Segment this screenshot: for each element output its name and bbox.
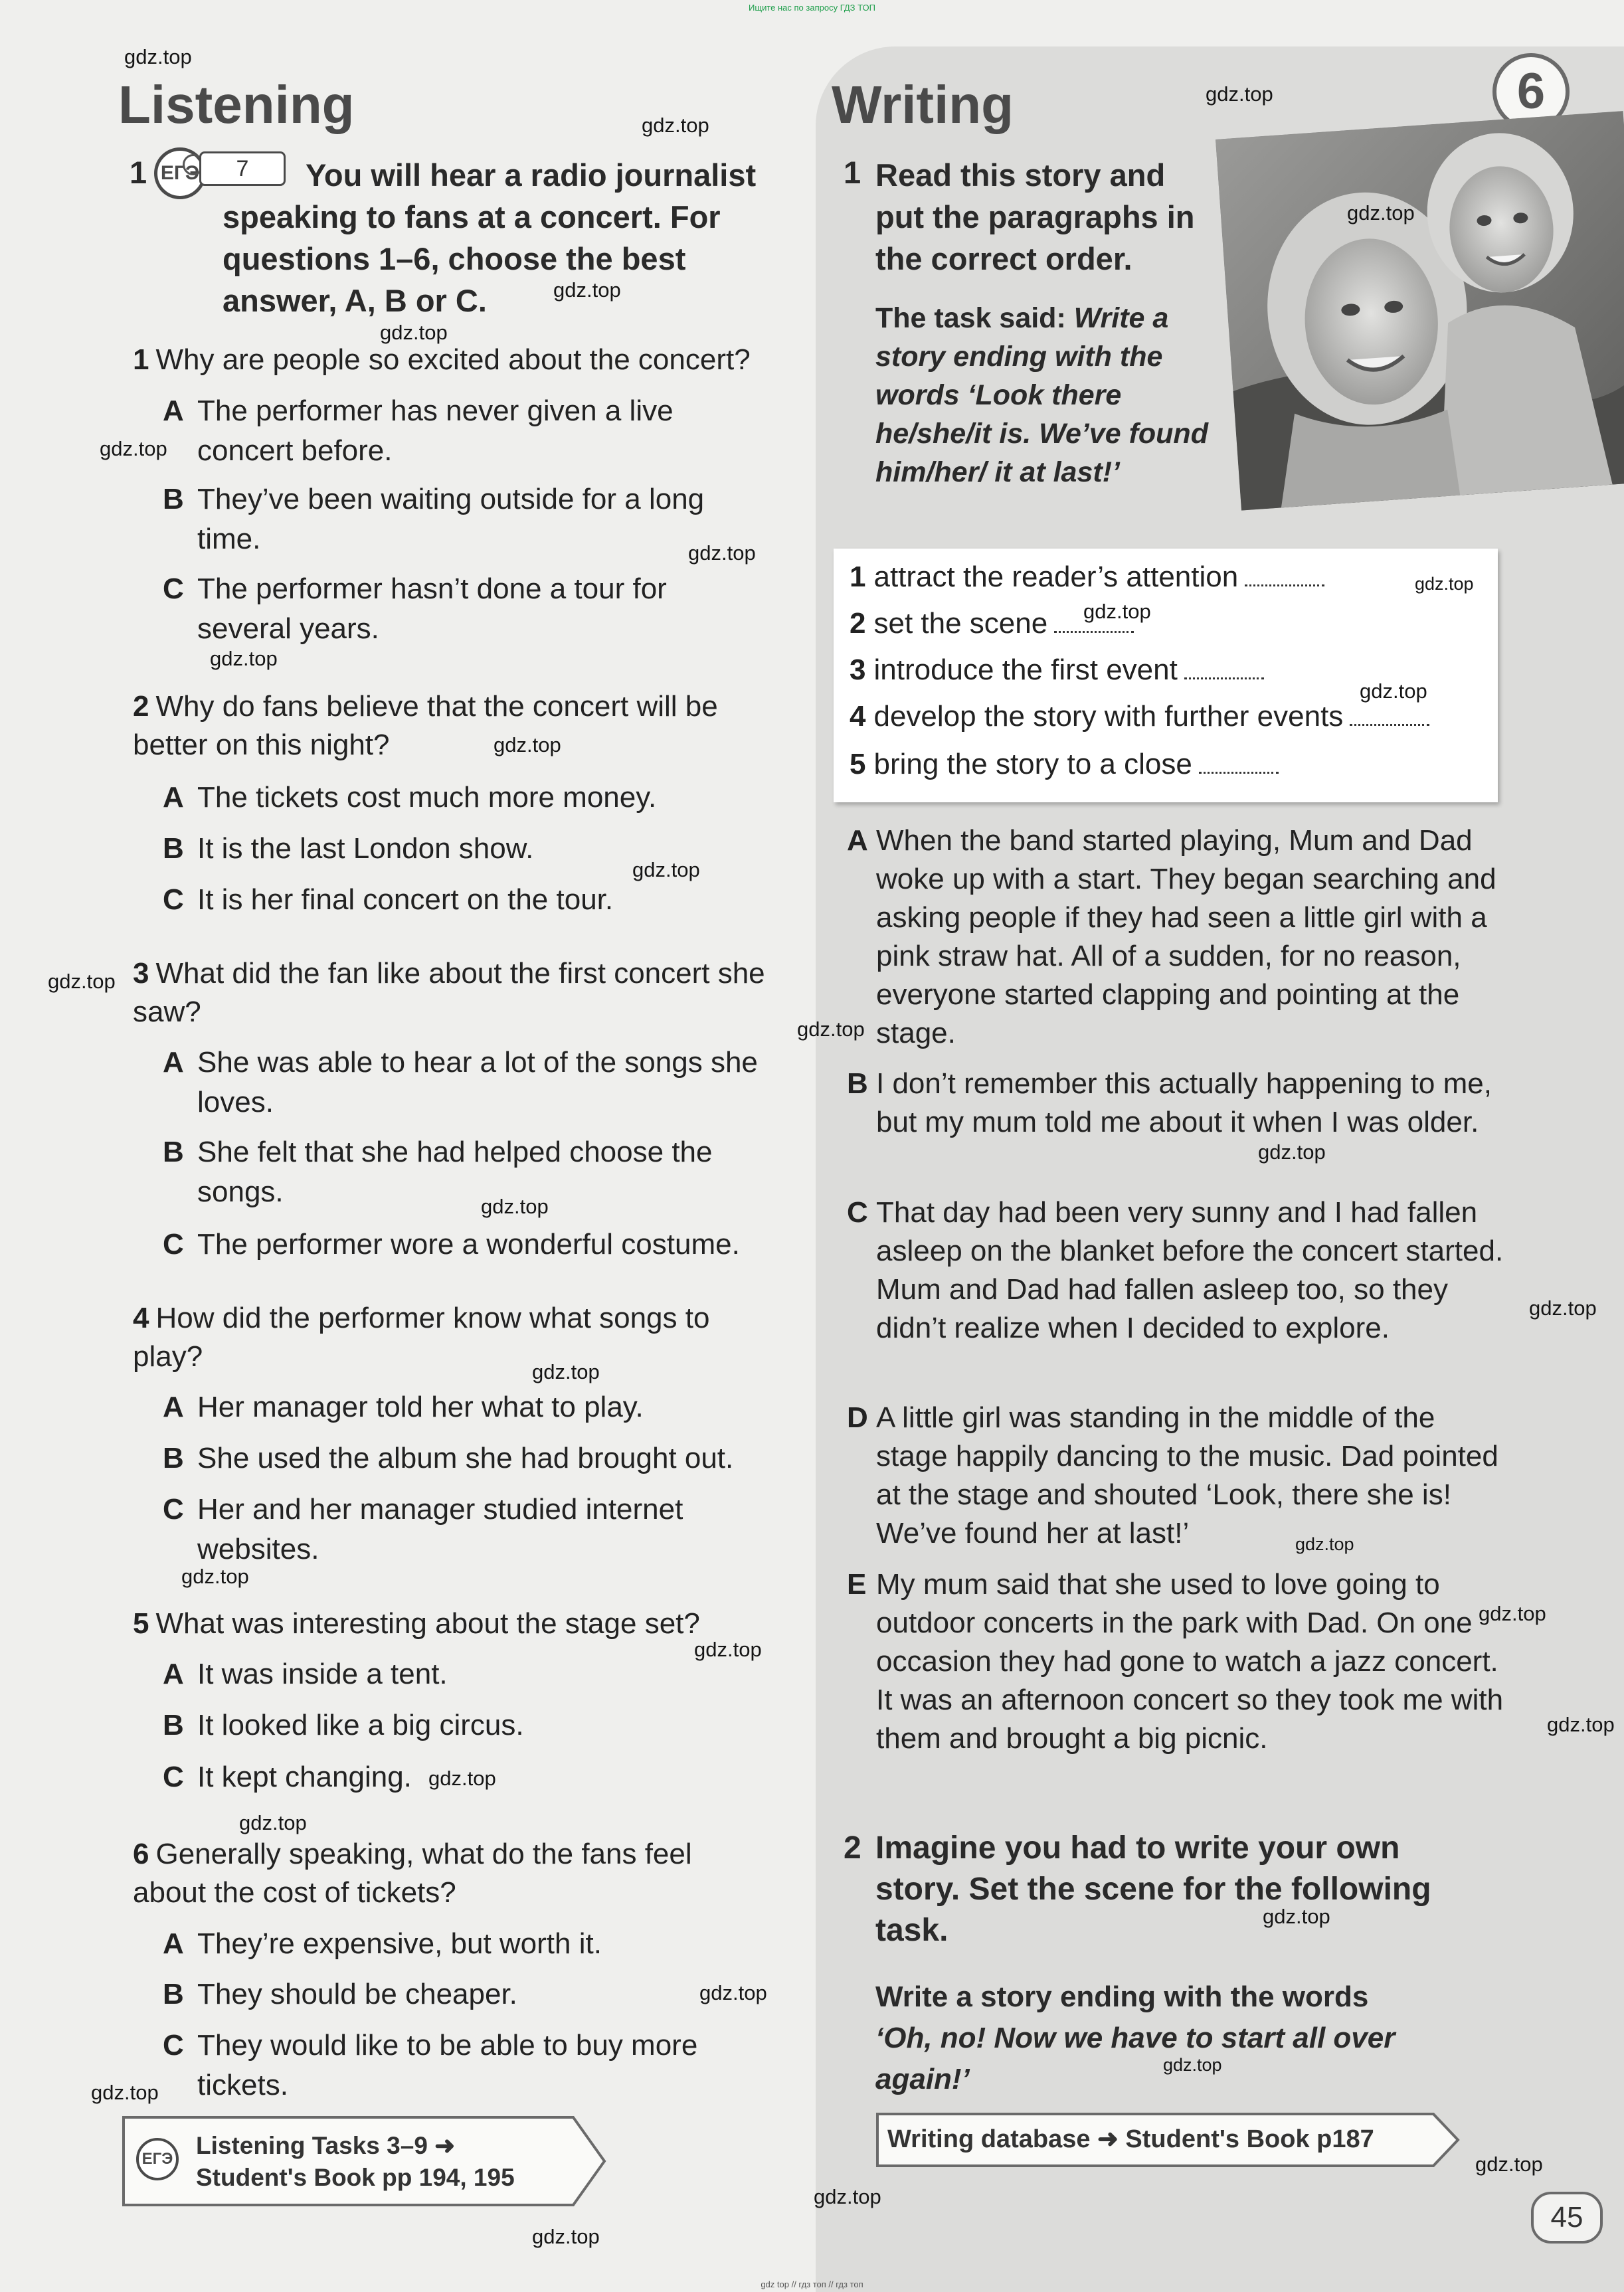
listening-task-title: You will hear a radio journalist speaking to fans at a concert. For questions 1–6, choose the best answer, A, B or C. bbox=[223, 157, 757, 318]
question-6: 6 Generally speaking, what do the fans feel about the cost of tickets? bbox=[133, 1838, 692, 1909]
watermark: gdz.top bbox=[1295, 1534, 1354, 1554]
question-5: 5 What was interesting about the stage set? bbox=[133, 1607, 700, 1640]
writing-task-number: 1 bbox=[844, 155, 861, 190]
watermark: gdz.top bbox=[428, 1767, 496, 1790]
prompt-text: Write a story ending with the words ‘Look there he/she/it is. We’ve found him/her/ it at last!’ bbox=[875, 302, 1208, 488]
watermark: gdz.top bbox=[1263, 1905, 1330, 1928]
question-6-option-a: A They’re expensive, but worth it. bbox=[163, 1927, 602, 1960]
watermark: gdz.top bbox=[642, 114, 709, 137]
question-3-option-a: A She was able to hear a lot of the songs she loves. bbox=[163, 1046, 758, 1118]
question-1-option-a: A The performer has never given a live concert before. bbox=[163, 395, 674, 467]
answer-blank[interactable] bbox=[1199, 752, 1279, 774]
story-paragraph-b: B I don’t remember this actually happening to me, but my mum told me about it when I was older. bbox=[847, 1067, 1492, 1138]
watermark: gdz.top bbox=[481, 1195, 549, 1218]
question-3: 3 What did the fan like about the first concert she saw? bbox=[133, 957, 765, 1028]
watermark: gdz.top bbox=[688, 541, 756, 565]
watermark: gdz.top bbox=[1163, 2055, 1222, 2075]
watermark: gdz.top bbox=[210, 647, 278, 670]
order-item-5: 5 bring the story to a close bbox=[850, 748, 1279, 781]
watermark: gdz.top bbox=[124, 45, 192, 68]
answer-blank[interactable] bbox=[1350, 704, 1429, 726]
writing-task-2-number: 2 bbox=[844, 1830, 861, 1866]
order-item-2: 2 set the scene bbox=[850, 607, 1134, 640]
question-6-option-c: C They would like to be able to buy more tickets. bbox=[163, 2029, 698, 2101]
order-item-1: 1 attract the reader’s attention bbox=[850, 561, 1324, 594]
listening-heading: Listening bbox=[118, 75, 355, 134]
listening-task-number: 1 bbox=[130, 155, 147, 190]
mother-daughter-photo bbox=[1216, 111, 1624, 511]
writing-task-2-title: Imagine you had to write your own story. Set the scene for the following task. bbox=[875, 1830, 1431, 1948]
watermark: gdz.top bbox=[48, 970, 116, 993]
order-item-3: 3 introduce the first event bbox=[850, 654, 1264, 687]
question-6-option-b: B They should be cheaper. bbox=[163, 1978, 517, 2010]
question-5-option-c: C It kept changing. bbox=[163, 1761, 412, 1793]
story-paragraph-a: A When the band started playing, Mum and Dad woke up with a start. They began searching and asking people if they had seen a little girl with a pink straw hat. All of a sudden, for no reason, everyone started clapping and pointing at the stage. bbox=[847, 824, 1496, 1049]
question-2-option-b: B It is the last London show. bbox=[163, 832, 534, 865]
site-note-bottom: gdz top // гдз топ // гдз топ bbox=[761, 2279, 863, 2289]
question-2: 2 Why do fans believe that the concert will be better on this night? bbox=[133, 690, 718, 761]
watermark: gdz.top bbox=[1415, 574, 1474, 594]
writing-task-2 bbox=[844, 1828, 1481, 1951]
answer-blank[interactable] bbox=[1184, 658, 1264, 679]
track-number: 7 bbox=[199, 151, 286, 186]
watermark: gdz.top bbox=[1360, 679, 1427, 703]
writing-task-title: Read this story and put the paragraphs in the correct order. bbox=[875, 157, 1195, 276]
prompt-label: The task said: bbox=[875, 302, 1066, 334]
watermark: gdz.top bbox=[91, 2081, 159, 2104]
unit-number-badge: 6 bbox=[1492, 53, 1570, 130]
watermark: gdz.top bbox=[694, 1638, 762, 1661]
writing-reference-box bbox=[875, 2112, 1460, 2168]
question-4-option-a: A Her manager told her what to play. bbox=[163, 1391, 644, 1423]
writing-task-prompt bbox=[875, 299, 1234, 491]
question-5-option-a: A It was inside a tent. bbox=[163, 1658, 448, 1690]
question-1-option-b: B They’ve been waiting outside for a long time. bbox=[163, 483, 705, 555]
watermark: gdz.top bbox=[699, 1981, 767, 2004]
watermark: gdz.top bbox=[532, 2225, 600, 2248]
story-paragraph-d: D A little girl was standing in the middle of the stage happily dancing to the music. Dad pointed at the stage and shouted ‘Look, there she is! We’ve found her at last!’ bbox=[847, 1401, 1498, 1549]
question-4-option-b: B She used the album she had brought out. bbox=[163, 1442, 734, 1474]
ege-small-icon: ЕГЭ bbox=[136, 2138, 179, 2180]
watermark: gdz.top bbox=[1083, 600, 1151, 623]
story-paragraph-c: C That day had been very sunny and I had fallen asleep on the blanket before the concert started. Mum and Dad had fallen asleep too, so they didn’t realize when I decided to explore. bbox=[847, 1196, 1504, 1344]
question-4-option-c: C Her and her manager studied internet websites. bbox=[163, 1493, 683, 1565]
watermark: gdz.top bbox=[181, 1565, 249, 1588]
ege-badge-icon: ЕГЭ bbox=[154, 147, 206, 199]
listening-reference-text bbox=[196, 2130, 515, 2194]
watermark: gdz.top bbox=[494, 733, 561, 756]
writing-heading: Writing bbox=[832, 75, 1014, 134]
watermark: gdz.top bbox=[1475, 2153, 1543, 2176]
watermark: gdz.top bbox=[239, 1811, 307, 1834]
question-1-option-c: C The performer hasn’t done a tour for several years. bbox=[163, 573, 667, 645]
answer-blank[interactable] bbox=[1245, 565, 1324, 586]
question-2-option-a: A The tickets cost much more money. bbox=[163, 781, 657, 814]
question-5-option-b: B It looked like a big circus. bbox=[163, 1709, 524, 1741]
watermark: gdz.top bbox=[1258, 1140, 1326, 1164]
site-note-top: Ищите нас по запросу ГДЗ ТОП bbox=[749, 3, 875, 13]
listening-reference-box bbox=[122, 2115, 606, 2207]
writing-task-2-label: Write a story ending with the words bbox=[875, 1981, 1369, 2013]
watermark: gdz.top bbox=[632, 858, 700, 881]
watermark: gdz.top bbox=[1529, 1296, 1597, 1320]
watermark: gdz.top bbox=[100, 437, 167, 460]
watermark: gdz.top bbox=[1479, 1602, 1546, 1625]
writing-reference-text: Writing database ➜ Student's Book p187 bbox=[887, 2125, 1374, 2153]
question-3-option-b: B She felt that she had helped choose the songs. bbox=[163, 1136, 713, 1208]
writing-task-2-prompt bbox=[875, 1977, 1487, 2100]
story-paragraph-e: E My mum said that she used to love going to outdoor concerts in the park with Dad. On one occasion they had gone to watch a jazz concert. It was an afternoon concert so they took me with them and brought a big picnic. bbox=[847, 1568, 1504, 1755]
watermark: gdz.top bbox=[1547, 1713, 1615, 1736]
watermark: gdz.top bbox=[532, 1360, 600, 1383]
page-number: 45 bbox=[1531, 2192, 1603, 2244]
order-item-4: 4 develop the story with further events bbox=[850, 700, 1429, 733]
watermark: gdz.top bbox=[1347, 201, 1415, 224]
question-4: 4 How did the performer know what songs to play? bbox=[133, 1302, 710, 1373]
listening-reference-line-1: Listening Tasks 3–9 ➜ bbox=[196, 2132, 456, 2159]
question-2-option-c: C It is her final concert on the tour. bbox=[163, 883, 614, 916]
question-3-option-c: C The performer wore a wonderful costume. bbox=[163, 1228, 740, 1261]
paragraph-order-card bbox=[834, 549, 1498, 802]
watermark: gdz.top bbox=[814, 2185, 881, 2208]
watermark: gdz.top bbox=[553, 278, 621, 302]
writing-task-2-quote: ‘Oh, no! Now we have to start all over again!’ bbox=[875, 2022, 1396, 2095]
question-1: 1 Why are people so excited about the concert? bbox=[133, 343, 751, 376]
watermark: gdz.top bbox=[1206, 82, 1273, 106]
watermark: gdz.top bbox=[797, 1017, 865, 1041]
watermark: gdz.top bbox=[380, 321, 448, 344]
listening-reference-line-2: Student's Book pp 194, 195 bbox=[196, 2164, 515, 2191]
